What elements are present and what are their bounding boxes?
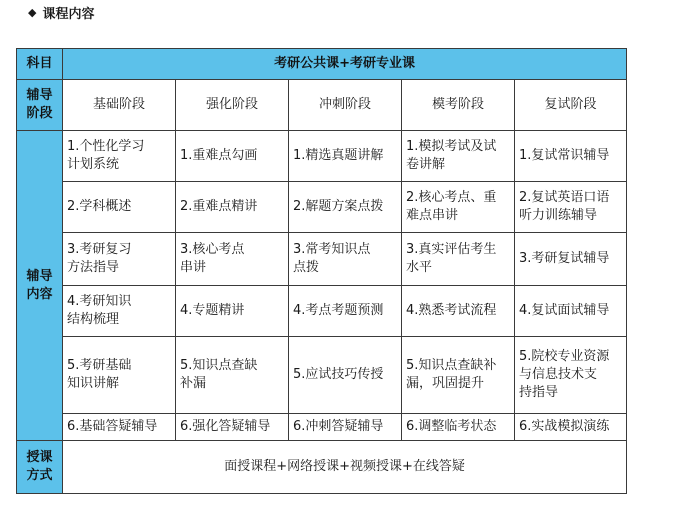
content-row xyxy=(17,337,627,414)
course-content-table xyxy=(16,48,627,494)
content-cell: 5.院校专业资源 与信息技术支 持指导 xyxy=(515,337,627,414)
content-cell: 3.考研复试辅导 xyxy=(515,233,627,286)
content-cell: 3.考研复习 方法指导 xyxy=(63,233,176,286)
content-cell: 6.调整临考状态 xyxy=(402,414,515,441)
content-label: 辅导 内容 xyxy=(17,131,63,441)
content-cell: 4.考点考题预测 xyxy=(289,286,402,337)
stage-header: 复试阶段 xyxy=(515,80,627,131)
subject-value: 考研公共课+考研专业课 xyxy=(63,49,627,80)
content-cell: 1.重难点勾画 xyxy=(176,131,289,182)
stage-header: 模考阶段 xyxy=(402,80,515,131)
content-cell: 6.实战模拟演练 xyxy=(515,414,627,441)
content-cell: 4.复试面试辅导 xyxy=(515,286,627,337)
content-cell: 1.个性化学习 计划系统 xyxy=(63,131,176,182)
content-cell: 1.精选真题讲解 xyxy=(289,131,402,182)
content-row xyxy=(17,182,627,233)
section-heading-text: 课程内容 xyxy=(42,6,95,22)
content-row xyxy=(17,414,627,441)
content-cell: 2.学科概述 xyxy=(63,182,176,233)
content-cell: 6.强化答疑辅导 xyxy=(176,414,289,441)
content-cell: 3.真实评估考生 水平 xyxy=(402,233,515,286)
content-cell: 5.考研基础 知识讲解 xyxy=(63,337,176,414)
content-cell: 5.知识点查缺补 漏，巩固提升 xyxy=(402,337,515,414)
content-cell: 1.模拟考试及试 卷讲解 xyxy=(402,131,515,182)
stage-label: 辅导 阶段 xyxy=(17,80,63,131)
content-cell: 2.复试英语口语 听力训练辅导 xyxy=(515,182,627,233)
content-cell: 4.专题精讲 xyxy=(176,286,289,337)
diamond-bullet-icon: ◆ xyxy=(28,5,37,19)
method-label: 授课 方式 xyxy=(17,441,63,494)
stage-header: 强化阶段 xyxy=(176,80,289,131)
content-cell: 5.知识点查缺 补漏 xyxy=(176,337,289,414)
content-row xyxy=(17,286,627,337)
content-cell: 5.应试技巧传授 xyxy=(289,337,402,414)
content-cell: 3.常考知识点 点拨 xyxy=(289,233,402,286)
content-cell: 2.核心考点、重 难点串讲 xyxy=(402,182,515,233)
content-cell: 6.冲刺答疑辅导 xyxy=(289,414,402,441)
subject-row xyxy=(17,49,627,80)
content-cell: 2.解题方案点拨 xyxy=(289,182,402,233)
method-row xyxy=(17,441,627,494)
content-cell: 2.重难点精讲 xyxy=(176,182,289,233)
content-cell: 1.复试常识辅导 xyxy=(515,131,627,182)
content-cell: 4.考研知识 结构梳理 xyxy=(63,286,176,337)
section-heading xyxy=(28,2,94,22)
stage-row xyxy=(17,80,627,131)
content-cell: 3.核心考点 串讲 xyxy=(176,233,289,286)
content-cell: 6.基础答疑辅导 xyxy=(63,414,176,441)
stage-header: 基础阶段 xyxy=(63,80,176,131)
content-row xyxy=(17,131,627,182)
content-cell: 4.熟悉考试流程 xyxy=(402,286,515,337)
subject-label: 科目 xyxy=(17,49,63,80)
method-value: 面授课程+网络授课+视频授课+在线答疑 xyxy=(63,441,627,494)
content-row xyxy=(17,233,627,286)
stage-header: 冲刺阶段 xyxy=(289,80,402,131)
